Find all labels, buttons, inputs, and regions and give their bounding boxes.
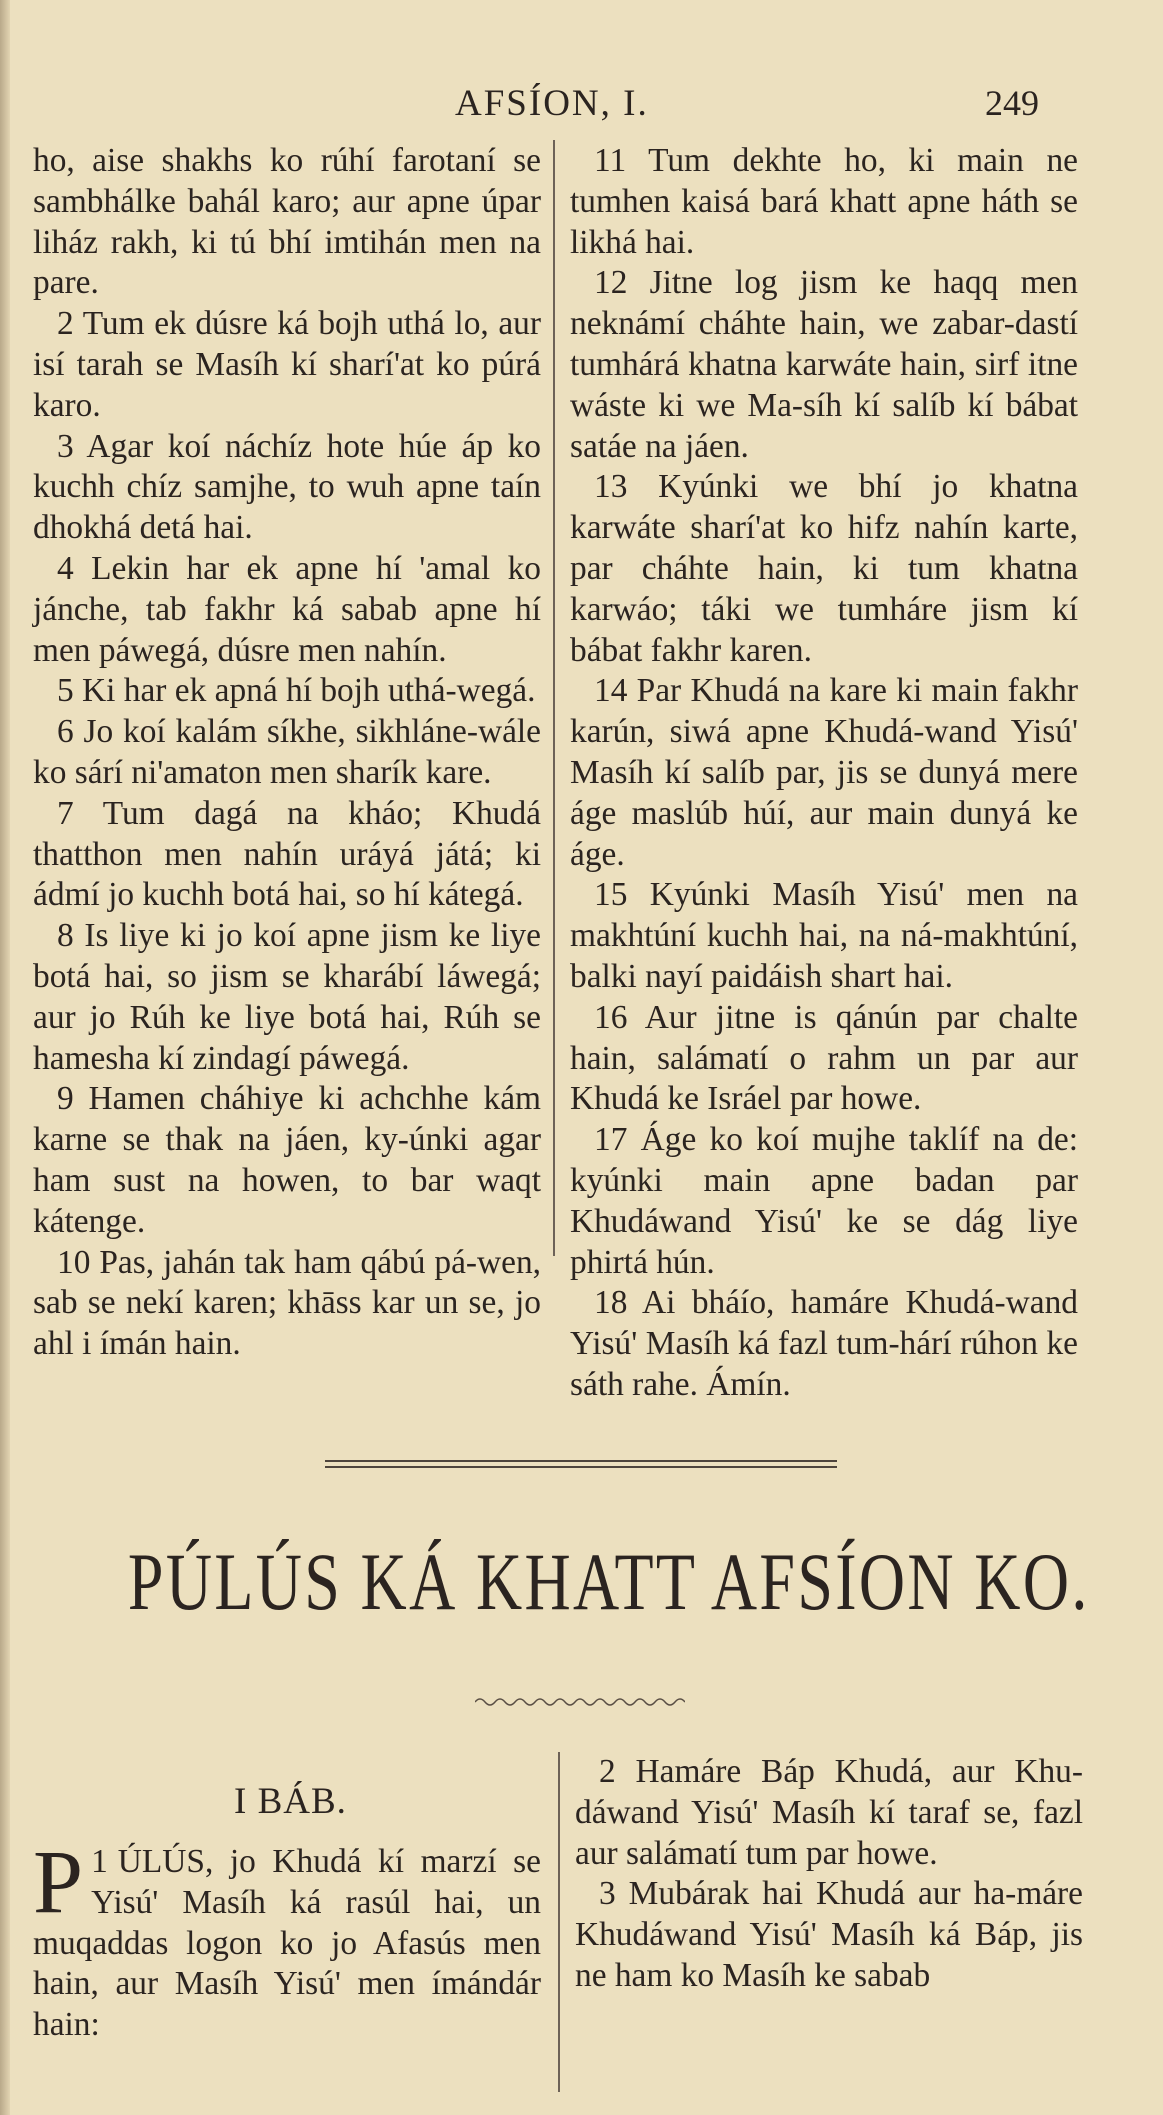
verse-paragraph: 6 Jo koí kalám síkhe, sikhláne-wále ko sárí ni'amaton men sharík kare. xyxy=(33,713,541,791)
verse-paragraph: 16 Aur jitne is qánún par chalte hain, salámatí o rahm un par aur Khudá ke Isráel par howe. xyxy=(570,998,1078,1118)
column-rule xyxy=(553,140,555,1256)
verse-paragraph: 7 Tum dagá na kháo; Khudá thatthon men nahín uráyá játá; ki ádmí jo kuchh botá hai, so hí kátegá. xyxy=(33,794,541,914)
verse-paragraph: 11 Tum dekhte ho, ki main ne tumhen kaisá bará khatt apne háth se likhá hai. xyxy=(570,142,1078,261)
verse-paragraph: 10 Pas, jahán tak ham qábú pá-wen, sab se nekí karen; khāss kar un se, jo ahl i ímán hain. xyxy=(33,1243,541,1363)
verse-paragraph: 13 Kyúnki we bhí jo khatna karwáte sharí'at ko hifz nahín karte, par cháhte hain, ki tum khatna karwáo; táki we tumháre jism kí bábat fakhr karen. xyxy=(570,468,1078,669)
verse-paragraph: 15 Kyúnki Masíh Yisú' men na makhtúní kuchh hai, na ná-makhtúní, balki nayí paidáish shart hai. xyxy=(570,876,1078,995)
verse-paragraph xyxy=(33,1833,541,2046)
verse-paragraph: 5 Ki har ek apná hí bojh uthá-wegá. xyxy=(57,672,536,710)
verse-paragraph: 2 Hamáre Báp Khudá, aur Khu-dáwand Yisú' Masíh kí taraf se, fazl aur salámatí tum par howe. xyxy=(575,1753,1083,1872)
verse-paragraph: 17 Áge ko koí mujhe taklíf na de: kyúnki main apne badan par Khudáwand Yisú' ke se dág liye phirtá hún. xyxy=(570,1121,1078,1281)
verse-paragraph: ho, aise shakhs ko rúhí farotaní se sambhálke bahál karo; aur apne úpar liház rakh, ki tú bhí imtihán men na pare. xyxy=(33,142,541,302)
verse-paragraph: 14 Par Khudá na kare ki main fakhr karún, siwá apne Khudá-wand Yisú' Masíh kí salíb par, jis se dunyá mere áge maslúb húí, aur main dunyá ke áge. xyxy=(570,672,1078,873)
right-column-top xyxy=(570,141,1078,1406)
running-head-title: AFSÍON, I. xyxy=(455,83,649,124)
chapter-heading: I BÁB. xyxy=(234,1781,347,1822)
book-title: PÚLÚS KÁ KHATT AFSÍON KO. xyxy=(127,1536,1090,1627)
verse-text: ÚLÚS, jo Khudá kí marzí se Yisú' Masíh ká rasúl hai, un muqaddas logon ko jo Afasús men hain, aur Masíh Yisú' men ímándár hain: xyxy=(33,1843,541,2044)
verse-paragraph: 18 Ai bháío, hamáre Khudá-wand Yisú' Masíh ká fazl tum-hárí rúhon ke sáth rahe. Ámín. xyxy=(570,1284,1078,1403)
verse-paragraph: 3 Mubárak hai Khudá aur ha-máre Khudáwand Yisú' Masíh ká Báp, jis ne ham ko Masíh ke sabab xyxy=(575,1875,1083,1994)
left-column-top xyxy=(33,141,541,1365)
drop-cap: P xyxy=(33,1833,84,1932)
wavy-ornament xyxy=(475,1696,685,1708)
verse-paragraph: 9 Hamen cháhiye ki achchhe kám karne se thak na jáen, ky-únki agar ham sust na howen, to bar waqt kátenge. xyxy=(33,1080,541,1240)
verse-paragraph: 2 Tum ek dúsre ká bojh uthá lo, aur isí tarah se Masíh kí sharí'at ko púrá karo. xyxy=(33,305,541,424)
section-divider xyxy=(325,1466,837,1468)
left-column-bottom xyxy=(33,1833,541,2046)
verse-paragraph: 8 Is liye ki jo koí apne jism ke liye botá hai, so jism se kharábí láwegá; aur jo Rúh ke liye botá hai, Rúh se hamesha kí zindagí páwegá. xyxy=(33,917,541,1077)
verse-paragraph: 4 Lekin har ek apne hí 'amal ko jánche, tab fakhr ká sabab apne hí men páwegá, dúsre men nahín. xyxy=(33,549,541,669)
column-rule xyxy=(558,1752,560,2092)
verse-number: 1 xyxy=(91,1843,108,1880)
section-divider xyxy=(325,1460,837,1462)
running-head xyxy=(0,82,1163,132)
verse-paragraph: 3 Agar koí náchíz hote húe áp ko kuchh chíz samjhe, to wuh apne taín dhokhá detá hai. xyxy=(33,427,541,547)
verse-paragraph: 12 Jitne log jism ke haqq men neknámí cháhte hain, we zabar-dastí tumhárá khatna karwáte hain, sirf itne wáste ki we Ma-síh kí salíb kí bábat satáe na jáen. xyxy=(570,264,1078,465)
page-number: 249 xyxy=(985,83,1039,123)
right-column-bottom xyxy=(575,1752,1083,1997)
page-edge xyxy=(0,0,10,2115)
